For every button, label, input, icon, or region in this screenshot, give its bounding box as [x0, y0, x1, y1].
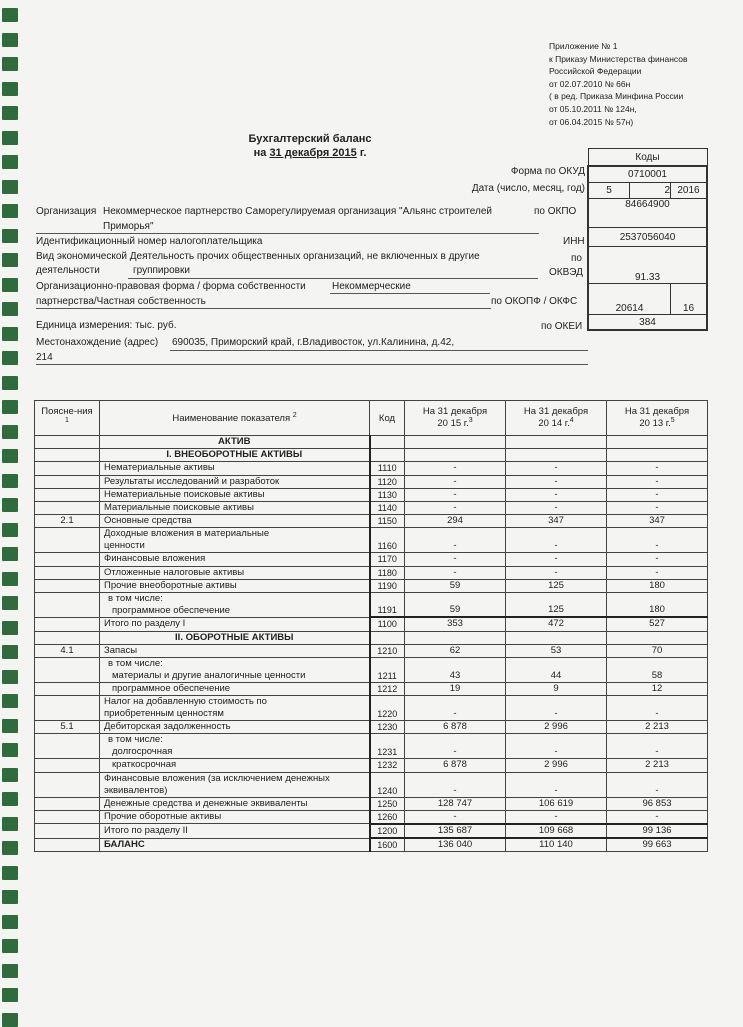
cell-code: 1232 [370, 759, 405, 772]
binding-tab [2, 155, 18, 169]
cell-2014: 9 [506, 682, 607, 695]
binding-tab [2, 400, 18, 414]
cell-code: 1100 [370, 617, 405, 631]
cell-explanation [35, 682, 100, 695]
order-note-line: Приложение № 1 [549, 41, 618, 51]
legal-form-line2: партнерства/Частная собственность [36, 296, 206, 307]
cell-2015: - [405, 566, 506, 579]
binding-tab [2, 572, 18, 586]
okud-label: Форма по ОКУД [510, 166, 585, 177]
binding-strip [0, 0, 22, 1023]
cell-2015 [405, 436, 506, 449]
legal-underline1 [330, 293, 490, 294]
cell-explanation [35, 436, 100, 449]
cell-2013: 99 136 [607, 824, 708, 838]
order-note [549, 40, 688, 128]
binding-tab [2, 645, 18, 659]
table-row [35, 566, 708, 579]
activity-underline [128, 278, 538, 279]
col-2014: На 31 декабря 20 14 г.$^4$ [506, 401, 607, 436]
cell-2013: 527 [607, 617, 708, 631]
org-name-line2: Приморья" [103, 221, 154, 232]
cell-explanation: 5.1 [35, 721, 100, 734]
table-row [35, 488, 708, 501]
cell-2015: - [405, 501, 506, 514]
address-label: Местонахождение (адрес) [36, 337, 159, 348]
section-header-row [35, 436, 708, 449]
cell-explanation [35, 449, 100, 462]
cell-2013: 180 [607, 579, 708, 592]
binding-tab [2, 719, 18, 733]
cell-explanation [35, 553, 100, 566]
binding-tab [2, 351, 18, 365]
col-2015: На 31 декабря 20 15 г.$^3$ [405, 401, 506, 436]
table-row [35, 592, 708, 617]
cell-code: 1191 [370, 592, 405, 617]
cell-explanation [35, 810, 100, 824]
cell-2013: - [607, 772, 708, 797]
col-code: Код [370, 401, 405, 436]
cell-2013 [607, 436, 708, 449]
section-title: II. ОБОРОТНЫЕ АКТИВЫ [100, 631, 370, 644]
balance-table [34, 400, 708, 852]
cell-2015: - [405, 488, 506, 501]
cell-code: 1250 [370, 797, 405, 810]
cell-indicator: Итого по разделу I [100, 617, 370, 631]
date-label: Дата (число, месяц, год) [471, 183, 585, 194]
table-row [35, 838, 708, 852]
cell-explanation: 4.1 [35, 644, 100, 657]
binding-tab [2, 621, 18, 635]
section-header-row [35, 449, 708, 462]
cell-2013: 180 [607, 592, 708, 617]
cell-indicator: в том числе: материалы и другие аналогичные ценности [100, 657, 370, 682]
cell-2015 [405, 631, 506, 644]
cell-2014: 125 [506, 592, 607, 617]
table-row [35, 810, 708, 824]
title-line1: Бухгалтерский баланс [248, 133, 372, 145]
inn-short-label: ИНН [563, 236, 585, 247]
cell-indicator: Прочие внеоборотные активы [100, 579, 370, 592]
cell-explanation [35, 566, 100, 579]
cell-code: 1170 [370, 553, 405, 566]
cell-code: 1240 [370, 772, 405, 797]
title-line2: на 31 декабря 2015 г. [253, 147, 367, 159]
cell-code: 1211 [370, 657, 405, 682]
table-row [35, 475, 708, 488]
cell-2015: 19 [405, 682, 506, 695]
cell-indicator: Дебиторская задолженность [100, 721, 370, 734]
cell-2014: 53 [506, 644, 607, 657]
binding-tab [2, 866, 18, 880]
cell-2014: - [506, 810, 607, 824]
binding-tab [2, 988, 18, 1002]
cell-2013: 2 213 [607, 721, 708, 734]
cell-2015: - [405, 810, 506, 824]
cell-2013: 12 [607, 682, 708, 695]
unit-label: Единица измерения: тыс. руб. [36, 320, 177, 331]
cell-2015: - [405, 475, 506, 488]
cell-code [370, 449, 405, 462]
table-row [35, 824, 708, 838]
cell-indicator: Результаты исследований и разработок [100, 475, 370, 488]
order-note-line: к Приказу Министерства финансов [549, 53, 688, 64]
cell-2014: - [506, 475, 607, 488]
cell-indicator: Итого по разделу II [100, 824, 370, 838]
table-row [35, 772, 708, 797]
col-2013: На 31 декабря 20 13 г.$^5$ [607, 401, 708, 436]
cell-2015: 6 878 [405, 759, 506, 772]
cell-2013 [607, 449, 708, 462]
binding-tab [2, 327, 18, 341]
cell-2014 [506, 449, 607, 462]
activity-line2b: группировки [133, 265, 190, 276]
okved-label: ОКВЭД [549, 267, 583, 278]
cell-code: 1180 [370, 566, 405, 579]
cell-explanation [35, 462, 100, 475]
cell-2014: - [506, 566, 607, 579]
cell-2013: - [607, 501, 708, 514]
address-underline2 [36, 364, 588, 365]
cell-2015: 294 [405, 515, 506, 528]
cell-2014: - [506, 501, 607, 514]
binding-tab [2, 8, 18, 22]
cell-indicator: в том числе: программное обеспечение [100, 592, 370, 617]
cell-2015: 43 [405, 657, 506, 682]
table-row [35, 734, 708, 759]
cell-2013: 99 663 [607, 838, 708, 852]
cell-2015: 62 [405, 644, 506, 657]
cell-indicator: Прочие оборотные активы [100, 810, 370, 824]
cell-explanation [35, 759, 100, 772]
table-row [35, 696, 708, 721]
cell-2015: 136 040 [405, 838, 506, 852]
address-line2: 214 [36, 352, 53, 363]
cell-2014: 110 140 [506, 838, 607, 852]
cell-2013: - [607, 734, 708, 759]
cell-2014: - [506, 734, 607, 759]
binding-tab [2, 204, 18, 218]
cell-code: 1230 [370, 721, 405, 734]
okpo-code: 84664900 [588, 199, 707, 228]
cell-2013: 96 853 [607, 797, 708, 810]
table-row [35, 553, 708, 566]
okei-code: 384 [588, 315, 707, 331]
table-row [35, 462, 708, 475]
table-row [35, 644, 708, 657]
col-indicator: Наименование показателя $^2$ [100, 401, 370, 436]
cell-explanation [35, 838, 100, 852]
codes-box [587, 148, 708, 331]
cell-indicator: БАЛАНС [100, 838, 370, 852]
section-title: I. ВНЕОБОРОТНЫЕ АКТИВЫ [100, 449, 370, 462]
cell-code [370, 631, 405, 644]
binding-tab [2, 106, 18, 120]
binding-tab [2, 817, 18, 831]
cell-2013: 347 [607, 515, 708, 528]
binding-tab [2, 547, 18, 561]
okei-label: по ОКЕИ [541, 321, 583, 332]
activity-line2a: деятельности [36, 265, 100, 276]
cell-2015: 59 [405, 579, 506, 592]
cell-explanation [35, 772, 100, 797]
org-underline [36, 233, 539, 234]
cell-code [370, 436, 405, 449]
okud-code: 0710001 [588, 166, 707, 183]
activity-line1: Вид экономической Деятельность прочих общественных организаций, не включенных в другие [36, 251, 480, 262]
binding-tab [2, 792, 18, 806]
cell-2013: - [607, 566, 708, 579]
cell-indicator: Финансовые вложения (за исключением денежных эквивалентов) [100, 772, 370, 797]
binding-tab [2, 229, 18, 243]
cell-explanation [35, 631, 100, 644]
binding-tab [2, 278, 18, 292]
table-row [35, 797, 708, 810]
cell-2014: 106 619 [506, 797, 607, 810]
order-note-line: Российской Федерации [549, 66, 642, 77]
table-row [35, 721, 708, 734]
cell-2014: - [506, 488, 607, 501]
cell-2014: - [506, 772, 607, 797]
cell-2013: - [607, 462, 708, 475]
binding-tab [2, 376, 18, 390]
cell-2014: - [506, 528, 607, 553]
binding-tab [2, 694, 18, 708]
cell-2013: 2 213 [607, 759, 708, 772]
cell-2015: - [405, 462, 506, 475]
binding-tab [2, 425, 18, 439]
cell-explanation [35, 696, 100, 721]
cell-code: 1210 [370, 644, 405, 657]
cell-2014: 347 [506, 515, 607, 528]
table-row [35, 501, 708, 514]
codes-header: Коды [588, 149, 707, 167]
cell-indicator: Нематериальные поисковые активы [100, 488, 370, 501]
inn-label: Идентификационный номер налогоплательщика [36, 236, 263, 247]
cell-2013 [607, 631, 708, 644]
cell-2014 [506, 436, 607, 449]
cell-2013: 58 [607, 657, 708, 682]
cell-2014: 2 996 [506, 759, 607, 772]
activity-po: по [571, 253, 582, 264]
order-note-line: ( в ред. Приказа Минфина России [549, 91, 684, 102]
order-note-line: от 06.04.2015 № 57н) [549, 116, 634, 127]
binding-tab [2, 596, 18, 610]
binding-tab [2, 131, 18, 145]
binding-tab [2, 743, 18, 757]
legal-form-value1: Некоммерческие [332, 281, 411, 292]
cell-2014 [506, 631, 607, 644]
cell-indicator: Основные средства [100, 515, 370, 528]
cell-code: 1200 [370, 824, 405, 838]
binding-tab [2, 964, 18, 978]
cell-code: 1140 [370, 501, 405, 514]
binding-tab [2, 523, 18, 537]
cell-2015: - [405, 553, 506, 566]
cell-2014: 44 [506, 657, 607, 682]
binding-tab [2, 939, 18, 953]
cell-2013: - [607, 696, 708, 721]
cell-explanation [35, 824, 100, 838]
cell-indicator: Доходные вложения в материальные ценности [100, 528, 370, 553]
section-header-row [35, 631, 708, 644]
cell-explanation [35, 734, 100, 759]
cell-2015: 128 747 [405, 797, 506, 810]
binding-tab [2, 474, 18, 488]
cell-explanation: 2.1 [35, 515, 100, 528]
cell-indicator: Запасы [100, 644, 370, 657]
cell-2014: - [506, 696, 607, 721]
cell-2015: 353 [405, 617, 506, 631]
cell-explanation [35, 501, 100, 514]
cell-2014: 472 [506, 617, 607, 631]
binding-tab [2, 253, 18, 267]
table-row [35, 617, 708, 631]
table-row [35, 528, 708, 553]
section-title: АКТИВ [100, 436, 370, 449]
order-note-line: от 02.07.2010 № 66н [549, 78, 631, 89]
cell-code: 1150 [370, 515, 405, 528]
cell-code: 1220 [370, 696, 405, 721]
cell-explanation [35, 617, 100, 631]
date-year: 2016 [671, 183, 708, 199]
cell-2013: - [607, 528, 708, 553]
cell-2014: - [506, 462, 607, 475]
cell-2013: - [607, 475, 708, 488]
binding-tab [2, 1013, 18, 1027]
okfs-code: 16 [671, 284, 708, 315]
cell-code: 1160 [370, 528, 405, 553]
order-note-line: от 05.10.2011 № 124н, [549, 103, 637, 114]
binding-tab [2, 449, 18, 463]
okpo-label: по ОКПО [534, 206, 577, 217]
cell-2014: 2 996 [506, 721, 607, 734]
cell-explanation [35, 475, 100, 488]
binding-tab [2, 33, 18, 47]
cell-explanation [35, 579, 100, 592]
table-row [35, 759, 708, 772]
cell-2014: 125 [506, 579, 607, 592]
cell-explanation [35, 592, 100, 617]
okopf-label: по ОКОПФ / ОКФС [491, 296, 578, 307]
address-line1: 690035, Приморский край, г.Владивосток, ул.Калинина, д.42, [172, 337, 455, 348]
cell-2015: - [405, 696, 506, 721]
binding-tab [2, 841, 18, 855]
binding-tab [2, 915, 18, 929]
cell-indicator: программное обеспечение [100, 682, 370, 695]
cell-explanation [35, 528, 100, 553]
table-row [35, 579, 708, 592]
binding-tab [2, 180, 18, 194]
cell-2013: 70 [607, 644, 708, 657]
cell-2015: 6 878 [405, 721, 506, 734]
inn-code: 2537056040 [588, 228, 707, 247]
cell-code: 1190 [370, 579, 405, 592]
legal-underline2 [36, 308, 491, 309]
binding-tab [2, 498, 18, 512]
legal-form-line1: Организационно-правовая форма / форма собственности [36, 281, 306, 292]
title-date: 31 декабря 2015 [269, 147, 357, 159]
cell-indicator: в том числе: долгосрочная [100, 734, 370, 759]
cell-explanation [35, 657, 100, 682]
binding-tab [2, 57, 18, 71]
cell-code: 1120 [370, 475, 405, 488]
cell-2015: - [405, 734, 506, 759]
col-explanations: Поясне-ния $^1$ [35, 401, 100, 436]
binding-tab [2, 768, 18, 782]
table-row [35, 515, 708, 528]
cell-2015: 59 [405, 592, 506, 617]
cell-2013: - [607, 488, 708, 501]
address-underline1 [170, 350, 588, 351]
cell-indicator: Материальные поисковые активы [100, 501, 370, 514]
binding-tab [2, 302, 18, 316]
cell-code: 1260 [370, 810, 405, 824]
okopf-code: 20614 [588, 284, 671, 315]
cell-indicator: Денежные средства и денежные эквиваленты [100, 797, 370, 810]
cell-explanation [35, 488, 100, 501]
cell-2015: - [405, 772, 506, 797]
cell-2014: - [506, 553, 607, 566]
cell-2015 [405, 449, 506, 462]
cell-explanation [35, 797, 100, 810]
binding-tab [2, 890, 18, 904]
date-day: 5 [588, 183, 630, 199]
cell-indicator: Отложенные налоговые активы [100, 566, 370, 579]
cell-code: 1130 [370, 488, 405, 501]
cell-indicator: Налог на добавленную стоимость по приобретенным ценностям [100, 696, 370, 721]
table-row [35, 657, 708, 682]
date-month: 2 [630, 183, 671, 199]
cell-indicator: Нематериальные активы [100, 462, 370, 475]
okved-code: 91.33 [588, 247, 707, 284]
cell-2013: - [607, 810, 708, 824]
org-name-line1: Некоммерческое партнерство Саморегулируемая организация "Альянс строителей [103, 206, 492, 217]
cell-indicator: Финансовые вложения [100, 553, 370, 566]
binding-tab [2, 670, 18, 684]
cell-code: 1600 [370, 838, 405, 852]
org-label: Организация [36, 206, 97, 217]
cell-code: 1212 [370, 682, 405, 695]
document-title [180, 132, 440, 160]
table-header-row [35, 401, 708, 436]
cell-indicator: краткосрочная [100, 759, 370, 772]
cell-code: 1110 [370, 462, 405, 475]
cell-2015: - [405, 528, 506, 553]
binding-tab [2, 82, 18, 96]
cell-code: 1231 [370, 734, 405, 759]
table-row [35, 682, 708, 695]
cell-2015: 135 687 [405, 824, 506, 838]
cell-2014: 109 668 [506, 824, 607, 838]
cell-2013: - [607, 553, 708, 566]
